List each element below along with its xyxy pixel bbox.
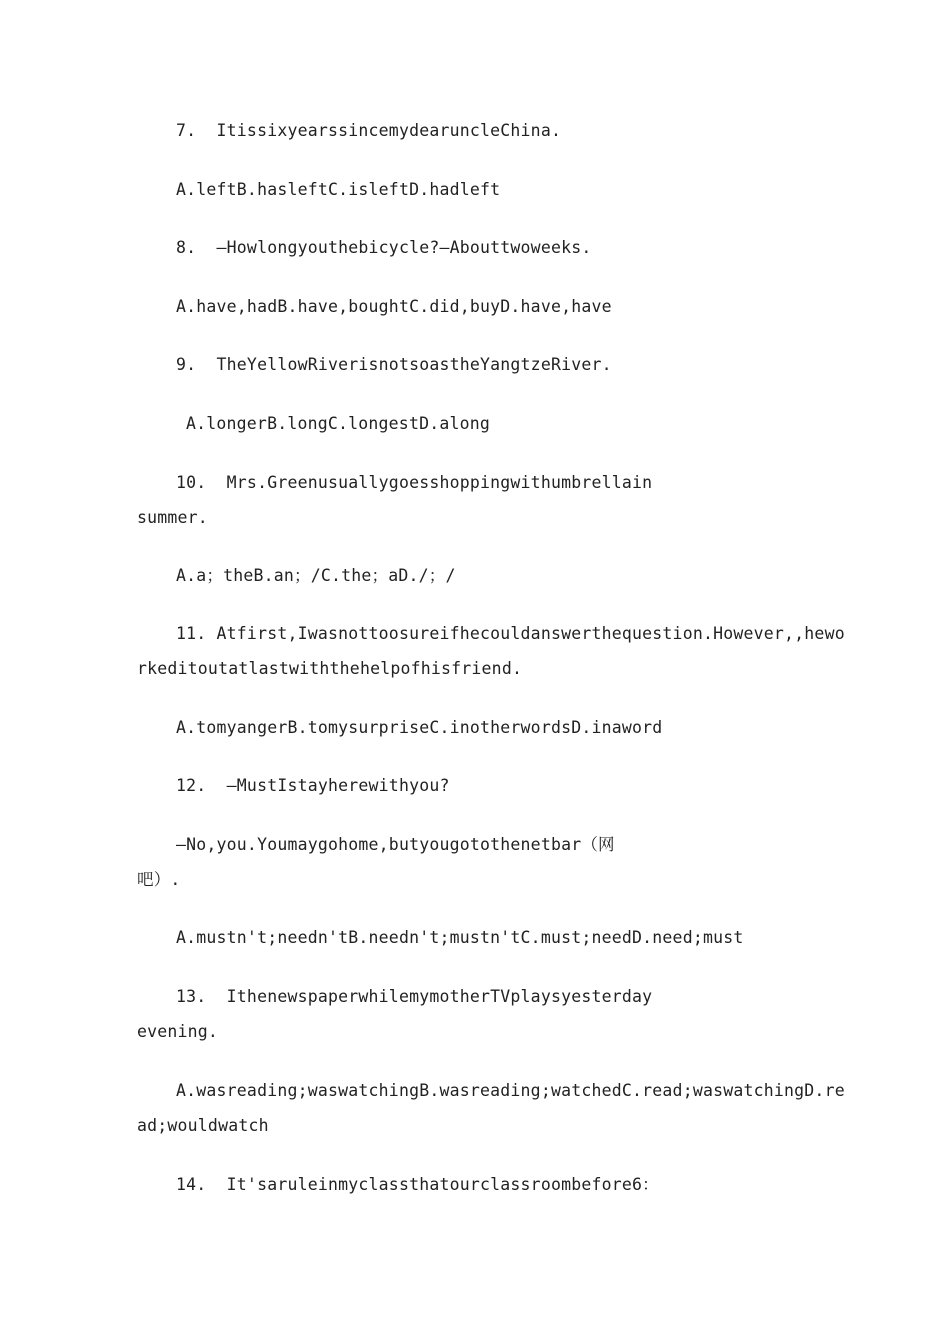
question-10-text: 10. Mrs.Greenusuallygoesshoppingwithumbrellain bbox=[176, 473, 653, 492]
question-12-response-continued: 吧）. bbox=[137, 870, 181, 889]
question-12-text: 12. —MustIstayherewithyou? bbox=[176, 776, 450, 795]
question-13-options-continued: ad;wouldwatch bbox=[137, 1116, 269, 1135]
question-10-text-continued: summer. bbox=[137, 508, 208, 527]
question-11-text: 11. Atfirst,Iwasnottoosureifhecouldanswerthequestion.However,,hewo bbox=[176, 624, 845, 643]
question-12-options: A.mustn't;needn'tB.needn't;mustn'tC.must;needD.need;must bbox=[176, 928, 744, 947]
question-7-options: A.leftB.hasleftC.isleftD.hadleft bbox=[176, 180, 501, 199]
question-13-text: 13. IthenewspaperwhilemymotherTVplaysyesterday bbox=[176, 987, 653, 1006]
question-10-options: A.a；theB.an；/C.the；aD./；/ bbox=[176, 566, 456, 585]
question-8-text: 8. —Howlongyouthebicycle?—Abouttwoweeks. bbox=[176, 238, 592, 257]
question-13-text-continued: evening. bbox=[137, 1022, 219, 1041]
question-11-text-continued: rkeditoutatlastwiththehelpofhisfriend. bbox=[137, 659, 523, 678]
question-7-text: 7. ItissixyearssincemydearuncleChina. bbox=[176, 121, 562, 140]
question-9-text: 9. TheYellowRiverisnotsoastheYangtzeRiver. bbox=[176, 355, 612, 374]
question-13-options: A.wasreading;waswatchingB.wasreading;watchedC.read;waswatchingD.re bbox=[176, 1081, 845, 1100]
question-11-options: A.tomyangerB.tomysurpriseC.inotherwordsD.inaword bbox=[176, 718, 663, 737]
question-8-options: A.have,hadB.have,boughtC.did,buyD.have,have bbox=[176, 297, 612, 316]
question-9-options: A.longerB.longC.longestD.along bbox=[186, 414, 491, 433]
question-12-response: —No,you.Youmaygohome,butyougotothenetbar（网 bbox=[176, 835, 615, 854]
question-14-text: 14. It'saruleinmyclassthatourclassroombefore6： bbox=[176, 1175, 659, 1194]
